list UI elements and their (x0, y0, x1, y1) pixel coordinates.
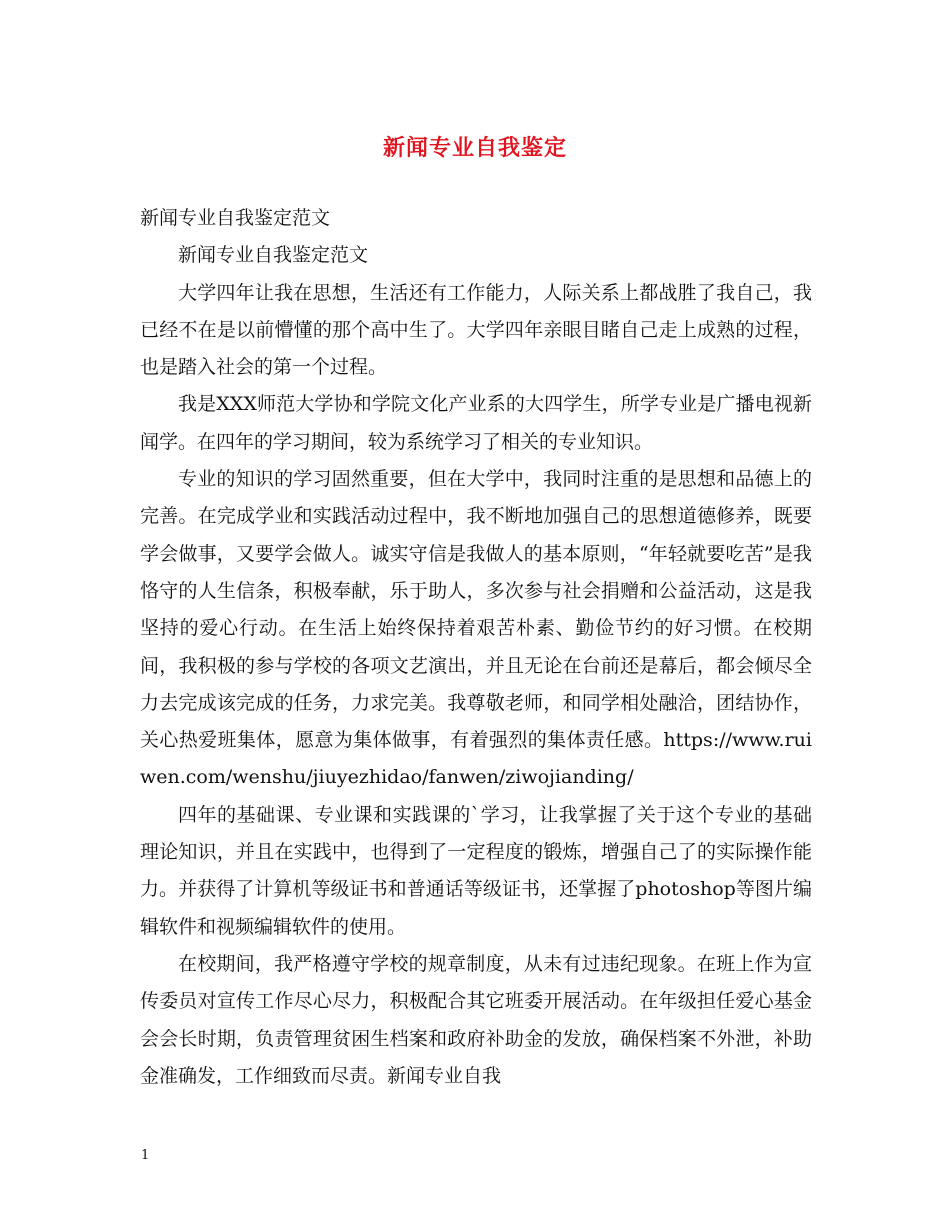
paragraph-subheading: 新闻专业自我鉴定范文 (178, 244, 369, 267)
paragraph-moral: 专业的知识的学习固然重要，但在大学中，我同时注重的是思想和品德上的完善。在完成学业和实践活动过程中，我不断地加强自己的思想道德修养，既要学会做事，又要学会做人。诚实守信是我做人的基本原则，“年轻就要吃苦”是我恪守的人生信条，积极奉献，乐于助人，多次参与社会捐赠和公益活动，这是我坚持的爱心行动。在生活上始终保持着艰苦朴素、勤俭节约的好习惯。在校期间，我积极的参与学校的各项文艺演出，并且无论在台前还是幕后，都会倾尽全力去完成该完成的任务，力求完美。我尊敬老师，和同学相处融洽，团结协作，关心热爱班集体，愿意为集体做事，有着强烈的集体责任感。https://www.ruiwen.com/wenshu/jiuyezhidao/fanwen/ziwojianding/ (140, 468, 812, 789)
document-title: 新闻专业自我鉴定 (382, 135, 567, 161)
page-number: 1 (141, 1148, 150, 1163)
paragraph-intro: 大学四年让我在思想，生活还有工作能力，人际关系上都战胜了我自己，我已经不在是以前懵懂的那个高中生了。大学四年亲眼目睹自己走上成熟的过程，也是踏入社会的第一个过程。 (140, 281, 812, 379)
paragraph-heading: 新闻专业自我鉴定范文 (140, 207, 331, 229)
paragraph-conduct: 在校期间，我严格遵守学校的规章制度，从未有过违纪现象。在班上作为宣传委员对宣传工作尽心尽力，积极配合其它班委开展活动。在年级担任爱心基金会会长时期，负责管理贫困生档案和政府补助金的发放，确保档案不外泄，补助金准确发，工作细致而尽责。新闻专业自我 (140, 952, 812, 1087)
document-body (140, 200, 812, 1095)
paragraph-skills: 四年的基础课、专业课和实践课的`学习，让我掌握了关于这个专业的基础理论知识，并且在实践中，也得到了一定程度的锻炼，增强自己了的实际操作能力。并获得了计算机等级证书和普通话等级证书，还掌握了photoshop等图片编辑软件和视频编辑软件的使用。 (140, 803, 812, 938)
paragraph-background: 我是XXX师范大学协和学院文化产业系的大四学生，所学专业是广播电视新闻学。在四年的学习期间，较为系统学习了相关的专业知识。 (140, 393, 812, 453)
